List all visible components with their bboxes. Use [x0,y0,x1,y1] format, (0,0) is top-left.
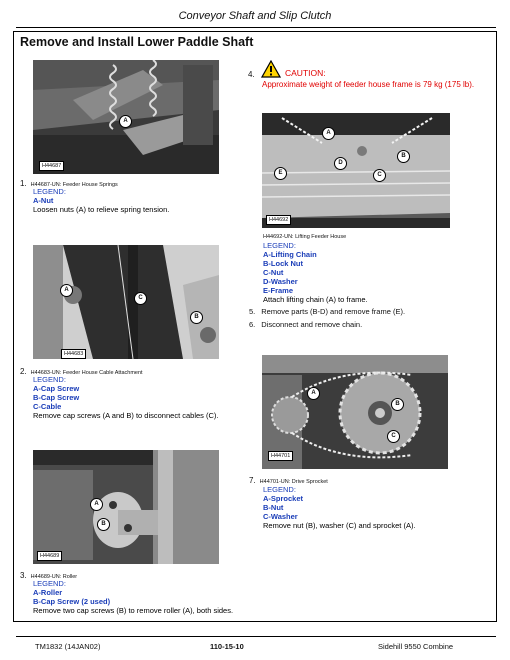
photo-id-label: H44683 [61,349,86,359]
callout-a-icon: A [322,127,335,140]
step-7-number: 7. [249,476,256,485]
step-2-number: 2. [20,367,27,376]
step-4-instruction: Attach lifting chain (A) to frame. [263,295,368,304]
callout-b-icon: B [190,311,203,324]
callout-c-icon: C [387,430,400,443]
callout-e-icon: E [274,167,287,180]
step-3-instruction: Remove two cap screws (B) to remove roller (A), both sides. [33,606,234,615]
callout-b-icon: B [391,398,404,411]
step-7-instruction: Remove nut (B), washer (C) and sprocket (A). [263,521,416,530]
legend-item: C-Nut [263,268,284,277]
photo-id-label: H44689 [37,551,62,561]
legend-item: B-Cap Screw (2 used) [33,597,111,606]
step-2-caption-text: H44683-UN: Feeder House Cable Attachment [30,370,143,376]
step-7-caption-text: H44701-UN: Drive Sprocket [259,479,328,485]
step-3-legend [33,579,233,615]
legend-item: A-Cap Screw [33,384,80,393]
callout-a-icon: A [60,284,73,297]
legend-label: LEGEND: [263,485,296,494]
step-7-caption [249,476,328,485]
step-5-number: 5. [249,307,256,316]
legend-item: A-Roller [33,588,63,597]
step-7-legend [263,485,416,530]
legend-label: LEGEND: [33,375,66,384]
header-rule [16,27,496,28]
legend-item: B-Cap Screw [33,393,80,402]
step-6-text: Disconnect and remove chain. [261,320,363,329]
legend-label: LEGEND: [33,187,66,196]
callout-a-icon: A [90,498,103,511]
caution-text: Approximate weight of feeder house frame is 79 kg (175 lb). [262,80,475,89]
photo-id-label: H44692 [266,215,291,225]
callout-a-icon: A [307,387,320,400]
step-4-number [248,70,259,79]
step-4-legend [263,241,368,304]
footer-product-name: Sidehill 9550 Combine [378,642,454,651]
step-2-legend [33,375,219,420]
step-2-instruction: Remove cap screws (A and B) to disconnect cables (C). [33,411,219,420]
step-4-number-text: 4. [248,70,255,79]
legend-item: B-Nut [263,503,284,512]
step-1-caption-text: H44687-UN: Feeder House Springs [30,182,118,188]
footer-doc-id: TM1832 (14JAN02) [35,642,101,651]
legend-item: D-Washer [263,277,298,286]
legend-item: C-Washer [263,512,298,521]
callout-b-icon: B [397,150,410,163]
photo-id-label: H44701 [268,451,293,461]
step-4-caption: H44692-UN: Lifting Feeder House [263,234,347,240]
photo-id-label: H44687 [39,161,64,171]
photo-roller [33,450,219,564]
step-1-instruction: Loosen nuts (A) to relieve spring tension. [33,205,170,214]
step-5 [249,307,405,316]
step-6 [249,320,362,329]
callout-c-icon: C [373,169,386,182]
step-1-legend [33,187,169,214]
step-5-text: Remove parts (B-D) and remove frame (E). [261,307,406,316]
caution-label: CAUTION: [285,68,326,78]
footer-page-number: 110-15-10 [210,642,244,651]
legend-item: A-Sprocket [263,494,304,503]
legend-label: LEGEND: [33,579,66,588]
legend-label: LEGEND: [263,241,296,250]
legend-item: E-Frame [263,286,294,295]
callout-d-icon: D [334,157,347,170]
step-1-number: 1. [20,179,27,188]
step-3-number: 3. [20,571,27,580]
legend-item: A-Nut [33,196,54,205]
callout-a-icon: A [119,115,132,128]
callout-c-icon: C [134,292,147,305]
page-header-title: Conveyor Shaft and Slip Clutch [178,10,332,22]
footer-rule [16,636,496,637]
legend-item: C-Cable [33,402,62,411]
legend-item: B-Lock Nut [263,259,303,268]
step-3-caption-text: H44689-UN: Roller [30,574,78,580]
section-title: Remove and Install Lower Paddle Shaft [20,35,254,49]
photo-lifting-feeder-house [262,113,450,228]
photo-drive-sprocket [262,355,448,469]
step-6-number: 6. [249,320,256,329]
photo-cable-attachment [33,245,219,359]
callout-b-icon: B [97,518,110,531]
legend-item: A-Lifting Chain [263,250,317,259]
